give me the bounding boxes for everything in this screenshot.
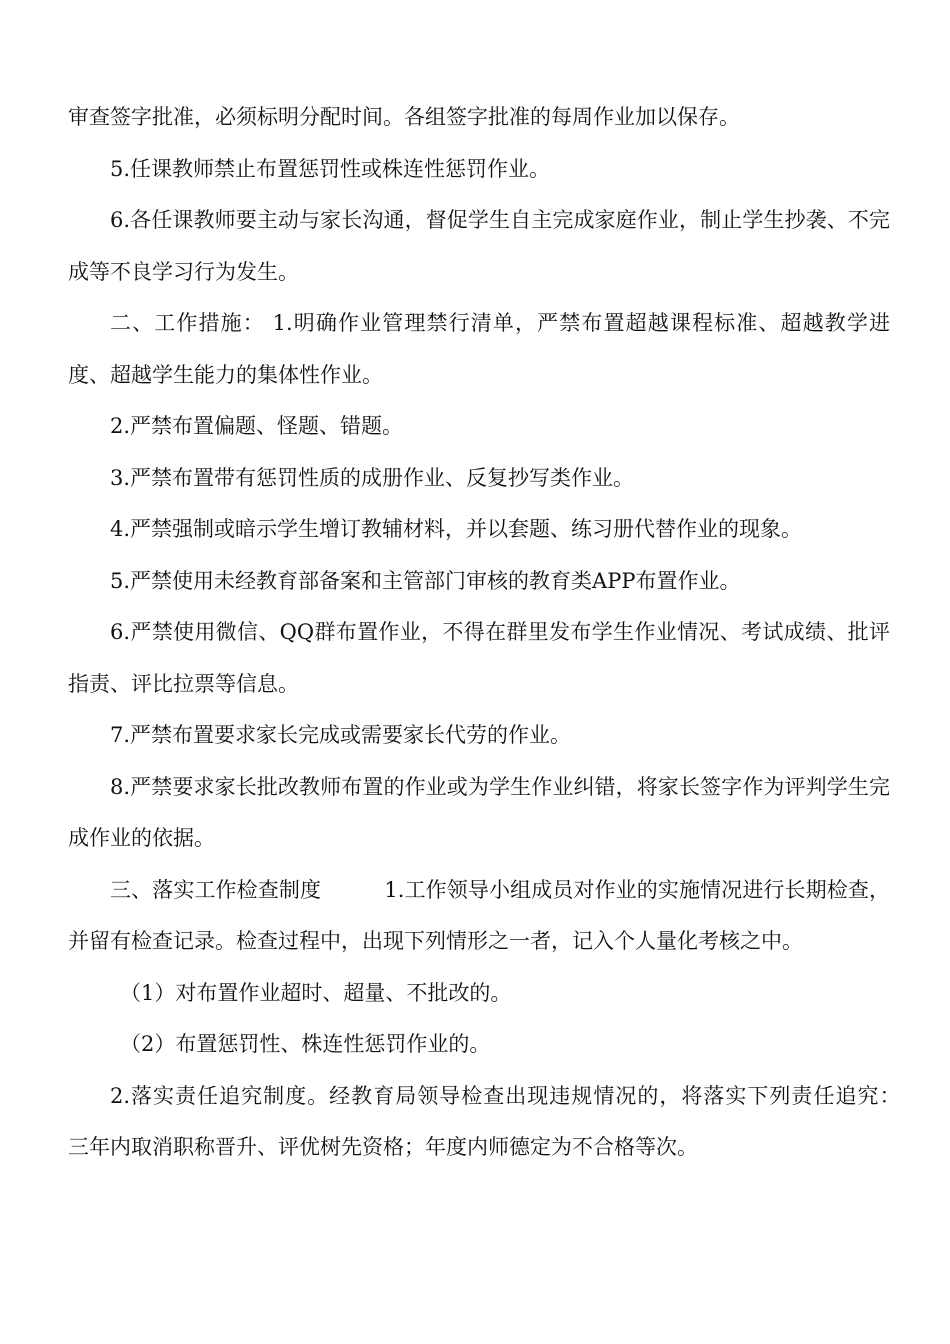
paragraph-8: 5.严禁使用未经教育部备案和主管部门审核的教育类APP布置作业。 [110,568,741,593]
paragraph-7: 4.严禁强制或暗示学生增订教辅材料，并以套题、练习册代替作业的现象。 [110,517,803,541]
paragraph-10: 7.严禁布置要求家长完成或需要家长代劳的作业。 [110,723,572,747]
paragraph-1: 审查签字批准，必须标明分配时间。各组签字批准的每周作业加以保存。 [68,105,740,129]
paragraph-4: 二、工作措施： 1.明确作业管理禁行清单，严禁布置超越课程标准、超越教学进度、超越学生能力的集体性作业。 [68,311,890,387]
paragraph-5: 2.严禁布置偏题、怪题、错题。 [110,414,404,438]
paragraph-15: 2.落实责任追究制度。经教育局领导检查出现违规情况的，将落实下列责任追究： 三年内取消职称晋升、评优树先资格；年度内师德定为不合格等次。 [68,1083,932,1159]
paragraph-6: 3.严禁布置带有惩罚性质的成册作业、反复抄写类作业。 [110,465,635,490]
paragraph-3: 6.各任课教师要主动与家长沟通，督促学生自主完成家庭作业，制止学生抄袭、不完成等不良学习行为发生。 [68,208,890,284]
paragraph-13: （1）对布置作业超时、超量、不批改的。 [120,980,512,1005]
paragraph-9: 6.严禁使用微信、QQ群布置作业，不得在群里发布学生作业情况、考试成绩、批评指责、评比拉票等信息。 [68,620,890,696]
paragraph-12: 三、落实工作检查制度 1.工作领导小组成员对作业的实施情况进行长期检查，并留有检查记录。检查过程中，出现下列情形之一者，记入个人量化考核之中。 [68,877,890,953]
paragraph-2: 5.任课教师禁止布置惩罚性或株连性惩罚作业。 [110,156,551,181]
paragraph-14: （2）布置惩罚性、株连性惩罚作业的。 [120,1032,491,1056]
paragraph-11: 8.严禁要求家长批改教师布置的作业或为学生作业纠错，将家长签字作为评判学生完成作业的依据。 [68,774,890,850]
